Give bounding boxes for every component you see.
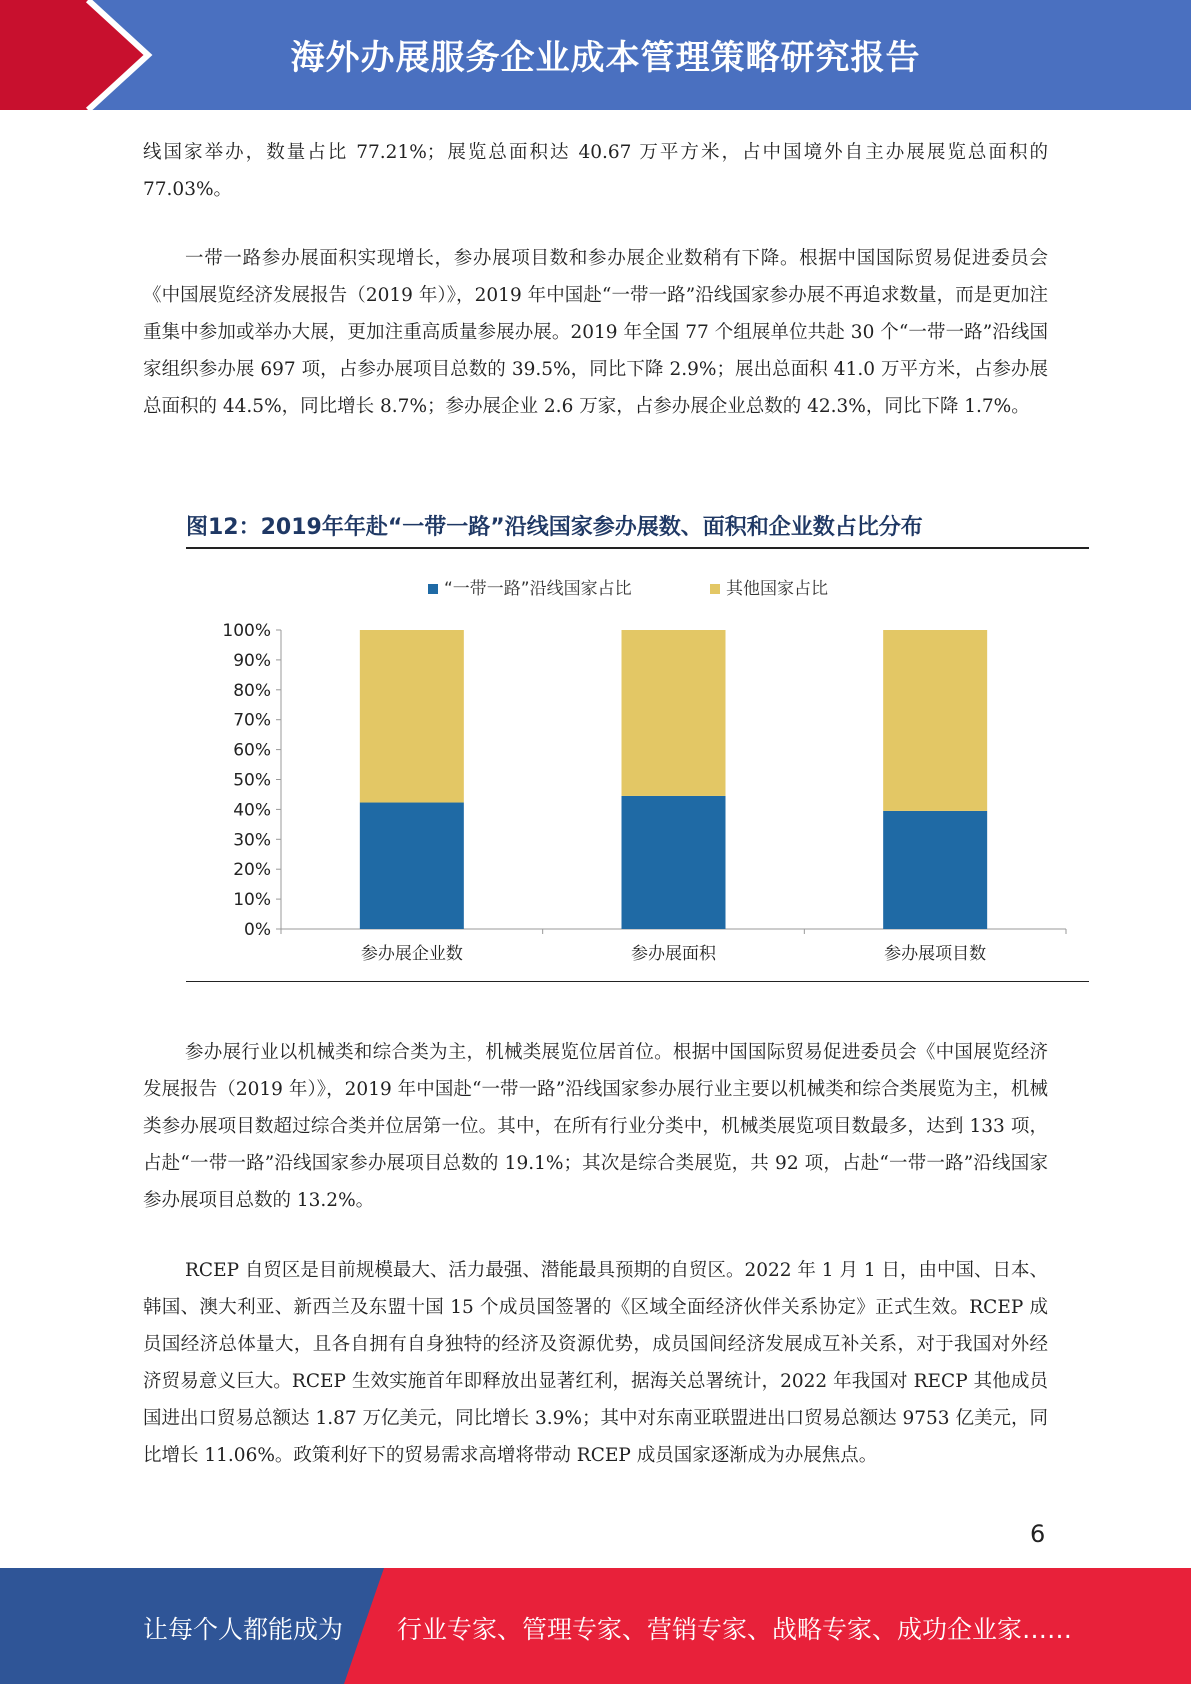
paragraph-2 — [143, 240, 1048, 425]
header-title: 海外办展服务企业成本管理策略研究报告 — [290, 38, 921, 78]
figure-bottom-rule — [186, 981, 1089, 982]
y-tick-label: 60% — [233, 740, 271, 761]
footer-slogan-left: 让每个人都能成为 — [143, 1615, 344, 1644]
footer-slogan-right: 行业专家、管理专家、营销专家、战略专家、成功企业家…… — [397, 1615, 1073, 1644]
legend-swatch — [710, 584, 720, 594]
x-category-label: 参办展企业数 — [360, 944, 463, 964]
y-tick-label: 90% — [233, 650, 271, 671]
bar-segment — [360, 630, 464, 803]
page-header — [0, 0, 1191, 110]
bar-segment — [883, 630, 987, 811]
paragraph-4-text: RCEP 自贸区是目前规模最大、活力最强、潜能最具预期的自贸区。2022 年 1 月 1 日，由中国、日本、韩国、澳大利亚、新西兰及东盟十国 15 个成员国签署的《区域全面经济伙伴关系协定》正式生效。RCEP 成员国经济总体量大，且各自拥有自身独特的经济及资源优势，成员国间经济发展成互补关系，对于我国对外经济贸易意义巨大。RCEP 生效实施首年即释放出显著红利，据海关总署统计，2022 年我国对 RECP 其他成员国进出口贸易总额达 1.87 万亿美元，同比增长 3.9%；其中对东南亚联盟进出口贸易总额达 9753 亿美元，同比增长 11.06%。政策利好下的贸易需求高增将带动 RCEP 成员国家逐渐成为办展焦点。 — [143, 1260, 1048, 1466]
bar-segment — [360, 803, 464, 929]
legend-label: 其他国家占比 — [726, 579, 828, 599]
y-tick-label: 80% — [233, 680, 271, 701]
page-number: 6 — [1030, 1520, 1046, 1548]
x-category-label: 参办展项目数 — [884, 944, 987, 964]
y-tick-label: 0% — [244, 920, 271, 940]
paragraph-3-text: 参办展行业以机械类和综合类为主，机械类展览位居首位。根据中国国际贸易促进委员会《中国展览经济发展报告（2019 年）》，2019 年中国赴“一带一路”沿线国家参办展行业主要以机械类和综合类展览为主，机械类参办展项目数超过综合类并位居第一位。其中，在所有行业分类中，机械类展览项目数最多，达到 133 项，占赴“一带一路”沿线国家参办展项目总数的 19.1%；其次是综合类展览，共 92 项，占赴“一带一路”沿线国家参办展项目总数的 13.2%。 — [143, 1042, 1048, 1211]
y-tick-label: 50% — [233, 770, 271, 791]
bar-segment — [883, 811, 987, 929]
y-tick-label: 40% — [233, 800, 271, 821]
bar-segment — [622, 796, 726, 929]
y-tick-label: 20% — [233, 860, 271, 881]
y-tick-label: 70% — [233, 710, 271, 731]
figure-title: 图12：2019年年赴“一带一路”沿线国家参办展数、面积和企业数占比分布 — [186, 515, 923, 540]
legend-label: “一带一路”沿线国家占比 — [444, 579, 632, 599]
bar-segment — [622, 630, 726, 796]
legend-swatch — [428, 584, 438, 594]
paragraph-3 — [143, 1034, 1048, 1219]
y-tick-label: 30% — [233, 830, 271, 851]
paragraph-1-text: 线国家举办，数量占比 77.21%；展览总面积达 40.67 万平方米，占中国境外自主办展展览总面积的 77.03%。 — [143, 142, 1048, 200]
figure-top-rule — [186, 547, 1089, 549]
stacked-bar-chart — [186, 560, 1086, 970]
paragraph-2-text: 一带一路参办展面积实现增长，参办展项目数和参办展企业数稍有下降。根据中国国际贸易促进委员会《中国展览经济发展报告（2019 年）》，2019 年中国赴“一带一路”沿线国家参办展不再追求数量，而是更加注重集中参加或举办大展，更加注重高质量参展办展。2019 年全国 77 个组展单位共赴 30 个“一带一路”沿线国家组织参办展 697 项，占参办展项目总数的 39.5%，同比下降 2.9%；展出总面积 41.0 万平方米，占参办展总面积的 44.5%，同比增长 8.7%；参办展企业 2.6 万家，占参办展企业总数的 42.3%，同比下降 1.7%。 — [143, 248, 1048, 417]
paragraph-4 — [143, 1252, 1048, 1474]
page-footer — [0, 1568, 1191, 1684]
x-category-label: 参办展面积 — [631, 944, 716, 964]
y-tick-label: 100% — [222, 621, 271, 641]
paragraph-1 — [143, 134, 1048, 208]
y-tick-label: 10% — [233, 890, 271, 911]
